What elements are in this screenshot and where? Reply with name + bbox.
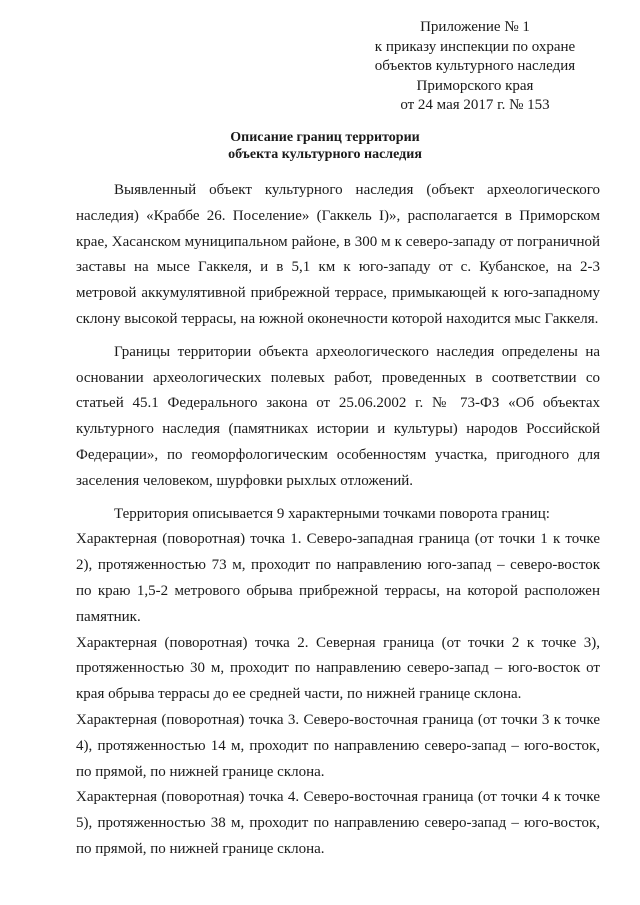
document-body — [76, 178, 600, 863]
paragraph-point-1: Характерная (поворотная) точка 1. Северо-западная граница (от точки 1 к точке 2), протяженностью 73 м, проходит по направлению юго-запад – северо-восток по краю 1,5-2 метрового обрыва прибрежной террасы, на которой расположен памятник. — [76, 531, 600, 625]
appendix-header — [340, 18, 610, 116]
document-title — [60, 129, 590, 163]
paragraph-point-3: Характерная (поворотная) точка 3. Северо-восточная граница (от точки 3 к точке 4), протяженностью 14 м, проходит по направлению северо-запад – юго-восток, по прямой, по нижней границе склона. — [76, 711, 600, 780]
appendix-number: Приложение № 1 — [420, 19, 530, 35]
appendix-order-date: от 24 мая 2017 г. № 153 — [400, 97, 550, 113]
title-line-1: Описание границ территории — [230, 130, 420, 145]
paragraph-point-4: Характерная (поворотная) точка 4. Северо-восточная граница (от точки 4 к точке 5), протяженностью 38 м, проходит по направлению северо-запад – юго-восток, по прямой, по нижней границе склона. — [76, 789, 600, 857]
paragraph-boundary-basis: Границы территории объекта археологического наследия определены на основании археологических полевых работ, проведенных в соответствии со статьей 45.1 Федерального закона от 25.06.2002 г. № 73-ФЗ «Об объектах культурного наследия (памятниках истории и культуры) народов Российской Федерации», по геоморфологическим особенностям участка, пригодного для заселения человеком, шурфовки рыхлых отложений. — [76, 343, 600, 489]
title-line-2: объекта культурного наследия — [228, 147, 422, 162]
appendix-order-reference: к приказу инспекции по охране — [374, 38, 576, 55]
paragraph-object-location: Выявленный объект культурного наследия (объект археологического наследия) «Краббе 26. Поселение» (Гаккель I)», располагается в Приморском крае, Хасанском муниципальном районе, в 300 м к северо-западу от пограничной заставы на мысе Гаккеля, и в 5,1 км к юго-западу от с. Кубанское, на 2-3 метровой аккумулятивной прибрежной террасе, примыкающей к юго-западному склону высокой террасы, на южной оконечности которой находится мыс Гаккеля. — [76, 182, 600, 327]
appendix-inspection-name: объектов культурного наследия — [374, 58, 576, 74]
paragraph-point-2: Характерная (поворотная) точка 2. Северная граница (от точки 2 к точке 3), протяженностью 30 м, проходит по направлению северо-запад – юго-восток от края обрыва террасы до ее средней части, по нижней границе склона. — [76, 634, 600, 703]
appendix-region: Приморского края — [416, 77, 534, 94]
paragraph-points-intro: Территория описывается 9 характерными точками поворота границ: — [114, 505, 550, 522]
